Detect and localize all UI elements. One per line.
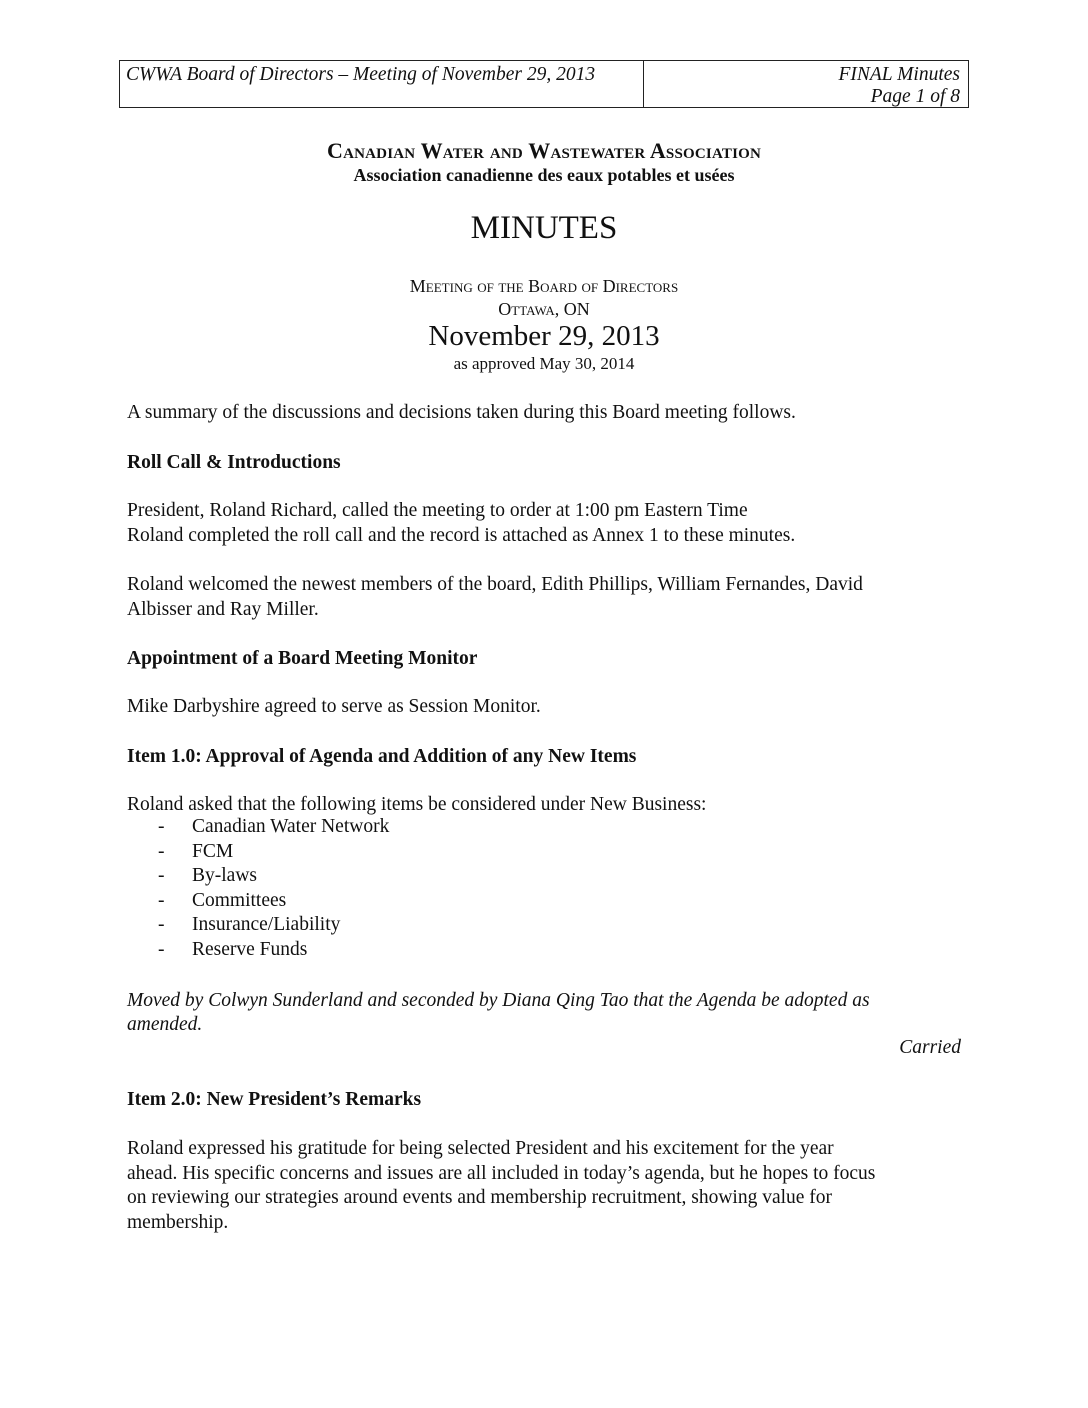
intro-paragraph: A summary of the discussions and decisions taken during this Board meeting follows. — [127, 402, 796, 423]
roll-call-heading: Roll Call & Introductions — [127, 452, 341, 473]
org-name-english: Canadian Water and Wastewater Association — [326, 138, 762, 163]
list-item: - Canadian Water Network — [158, 816, 390, 837]
header-page-number: Page 1 of 8 — [870, 86, 960, 107]
item2-line-1: Roland expressed his gratitude for being selected President and his excitement for the year — [127, 1138, 834, 1159]
list-item: - Reserve Funds — [158, 938, 308, 960]
list-item: - By-laws — [158, 865, 257, 886]
item2-line-4: membership. — [127, 1212, 229, 1233]
list-item: - Insurance/Liability — [158, 914, 341, 935]
new-business-list — [158, 815, 389, 962]
list-item: - FCM — [158, 840, 234, 862]
page-header — [119, 60, 969, 108]
motion-line-1: Moved by Colwyn Sunderland and seconded by Diana Qing Tao that the Agenda be adopted as — [127, 990, 870, 1011]
roll-call-line-2: Roland completed the roll call and the record is attached as Annex 1 to these minutes. — [127, 525, 796, 546]
approval-note: as approved May 30, 2014 — [453, 354, 635, 373]
item2-line-3: on reviewing our strategies around events and membership recruitment, showing value for — [127, 1187, 833, 1208]
welcome-line-2: Albisser and Ray Miller. — [127, 599, 319, 620]
header-page-info — [644, 61, 968, 107]
monitor-heading: Appointment of a Board Meeting Monitor — [127, 648, 478, 669]
motion-result: Carried — [899, 1037, 961, 1058]
meeting-date: November 29, 2013 — [428, 320, 660, 352]
item2-heading: Item 2.0: New President’s Remarks — [127, 1089, 422, 1110]
meeting-location: Ottawa, ON — [498, 299, 590, 319]
monitor-text: Mike Darbyshire agreed to serve as Session Monitor. — [127, 696, 541, 717]
roll-call-line-1: President, Roland Richard, called the meeting to order at 1:00 pm Eastern Time — [127, 500, 748, 521]
org-name-french: Association canadienne des eaux potables et usées — [353, 165, 735, 185]
meeting-type: Meeting of the Board of Directors — [409, 276, 679, 296]
motion-line-2: amended. — [127, 1014, 203, 1035]
item1-intro: Roland asked that the following items be considered under New Business: — [127, 794, 707, 815]
welcome-line-1: Roland welcomed the newest members of the board, Edith Phillips, William Fernandes, David — [127, 574, 863, 595]
header-status: FINAL Minutes — [838, 64, 960, 85]
item2-line-2: ahead. His specific concerns and issues are all included in today’s agenda, but he hopes to focus — [127, 1163, 876, 1184]
item1-heading: Item 1.0: Approval of Agenda and Addition of any New Items — [127, 746, 637, 767]
header-meeting-title: CWWA Board of Directors – Meeting of November 29, 2013 — [120, 61, 644, 107]
document-title: MINUTES — [470, 210, 618, 246]
list-item: - Committees — [158, 889, 287, 911]
